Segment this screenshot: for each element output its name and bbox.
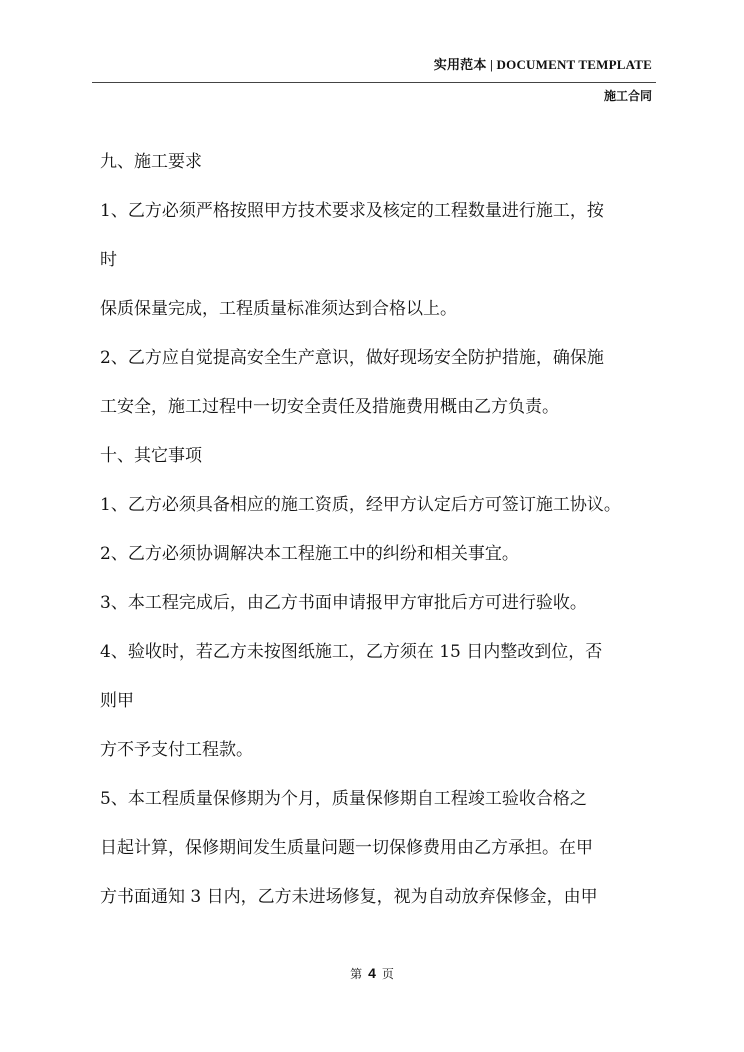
body-line: 1、乙方必须严格按照甲方技术要求及核定的工程数量进行施工，按 [100, 201, 604, 221]
body-line: 4、验收时，若乙方未按图纸施工，乙方须在 15 日内整改到位，否 [100, 642, 603, 662]
header-divider [92, 82, 656, 83]
body-line: 方不予支付工程款。 [100, 740, 253, 760]
page-number: 4 [368, 965, 376, 981]
section-heading-ten: 十、其它事项 [100, 446, 202, 466]
body-line: 保质保量完成，工程质量标准须达到合格以上。 [100, 299, 457, 319]
body-line: 工安全，施工过程中一切安全责任及措施费用概由乙方负责。 [100, 397, 559, 417]
body-line: 2、乙方必须协调解决本工程施工中的纠纷和相关事宜。 [100, 544, 519, 564]
body-line: 日起计算，保修期间发生质量问题一切保修费用由乙方承担。在甲 [100, 838, 593, 858]
page-footer [0, 965, 744, 982]
body-line: 1、乙方必须具备相应的施工资质，经甲方认定后方可签订施工协议。 [100, 495, 621, 515]
footer-prefix: 第 [350, 967, 363, 981]
header-subtitle: 施工合同 [603, 89, 652, 103]
body-line: 时 [100, 250, 117, 270]
header-title: 实用范本 | DOCUMENT TEMPLATE [433, 57, 652, 72]
body-line: 3、本工程完成后，由乙方书面申请报甲方审批后方可进行验收。 [100, 593, 587, 613]
body-line: 则甲 [100, 691, 134, 711]
body-line: 5、本工程质量保修期为个月，质量保修期自工程竣工验收合格之 [100, 789, 587, 809]
section-heading-nine: 九、施工要求 [100, 152, 202, 172]
body-line: 方书面通知 3 日内，乙方未进场修复，视为自动放弃保修金，由甲 [100, 887, 598, 907]
body-line: 2、乙方应自觉提高安全生产意识，做好现场安全防护措施，确保施 [100, 348, 604, 368]
document-body [100, 138, 660, 922]
footer-suffix: 页 [381, 967, 394, 981]
